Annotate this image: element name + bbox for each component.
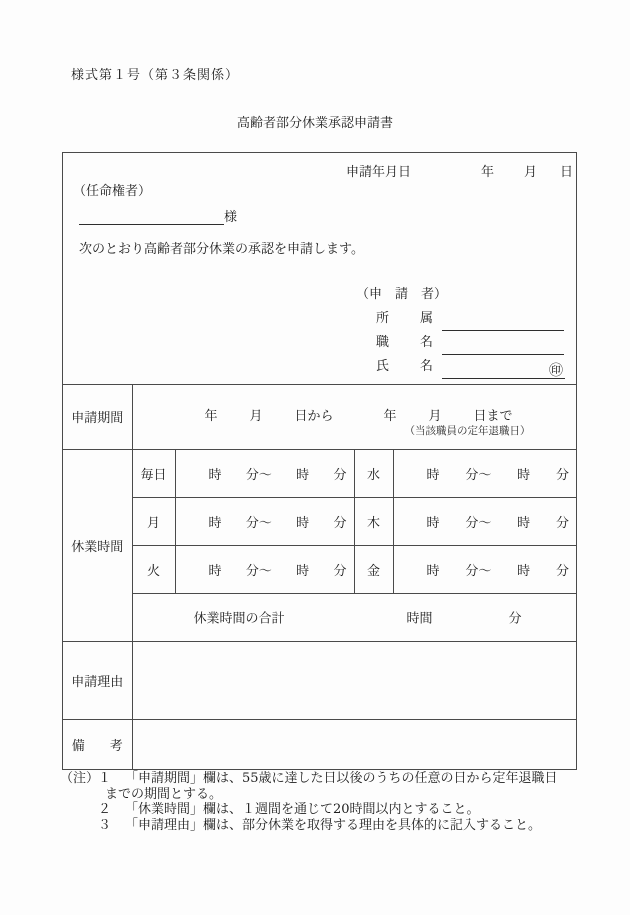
footnote-marker: （注） <box>60 771 100 786</box>
applicant-affiliation-row <box>356 307 565 331</box>
minute-to-label: 分 <box>333 467 347 483</box>
seal-mark-icon: ㊞ <box>549 363 564 379</box>
appointer-honorific: 様 <box>224 210 238 225</box>
time-cell-tuesday <box>175 545 354 593</box>
leave-hours-label: 休業時間 <box>71 539 124 555</box>
footnote-item <box>60 802 578 818</box>
appointer-line <box>79 206 237 225</box>
hour-from-label: 時 <box>208 563 222 579</box>
application-date-label: 申請年月日 <box>346 165 412 180</box>
total-minutes-label: 分 <box>508 611 522 627</box>
minute-from-label: 分～ <box>465 515 492 531</box>
reason-label: 申請理由 <box>71 674 124 690</box>
minute-from-label: 分～ <box>465 563 492 579</box>
remarks-value-cell <box>132 719 576 769</box>
minute-from-label: 分～ <box>465 467 492 483</box>
hour-to-label: 時 <box>517 515 531 531</box>
period-from-month-label: 月 <box>249 409 263 424</box>
period-label-cell <box>63 385 132 449</box>
period-value-cell <box>132 385 576 449</box>
period-to-month-label: 月 <box>428 409 442 424</box>
leave-hours-row-monday <box>63 497 576 545</box>
hour-to-label: 時 <box>296 563 310 579</box>
application-date-year-label: 年 <box>481 165 495 180</box>
appointer-label: （任命権者） <box>73 184 152 199</box>
application-date-month-label: 月 <box>524 165 538 180</box>
period-row <box>63 385 576 449</box>
affiliation-blank-line <box>442 313 564 331</box>
day-cell-everyday: 毎日 <box>132 449 175 497</box>
minute-to-label: 分 <box>555 515 569 531</box>
hour-to-label: 時 <box>296 467 310 483</box>
footnote-item <box>60 771 578 802</box>
footnote-number: ２ <box>98 802 112 817</box>
declaration-sentence: 次のとおり高齢者部分休業の承認を申請します。 <box>79 242 364 257</box>
name-blank-line <box>442 361 565 379</box>
footnote-text: 「申請理由」欄は、部分休業を取得する理由を具体的に記入すること。 <box>125 817 542 833</box>
minute-to-label: 分 <box>555 563 569 579</box>
footnote-number: ３ <box>98 817 112 833</box>
page-title: 高齢者部分休業承認申請書 <box>236 116 393 131</box>
applicant-block <box>356 283 565 379</box>
hour-to-label: 時 <box>296 515 310 531</box>
leave-hours-row-tuesday <box>63 545 576 593</box>
form-number: 様式第１号（第３条関係） <box>71 68 240 83</box>
footnotes <box>60 771 578 833</box>
remarks-row <box>63 719 576 769</box>
period-to-year-label: 年 <box>383 409 397 424</box>
leave-hours-row-everyday <box>63 449 576 497</box>
minute-to-label: 分 <box>555 467 569 483</box>
minute-from-label: 分～ <box>245 467 272 483</box>
time-cell-thursday <box>393 497 576 545</box>
footnote-number: １ <box>98 771 112 786</box>
hour-from-label: 時 <box>426 563 440 579</box>
day-cell-friday: 金 <box>354 545 393 593</box>
period-from-year-label: 年 <box>204 409 218 424</box>
day-cell-monday: 月 <box>132 497 175 545</box>
hour-from-label: 時 <box>208 467 222 483</box>
reason-value-cell <box>132 641 576 719</box>
period-from-day-label: 日から <box>294 409 334 424</box>
leave-hours-total-cell <box>132 593 576 641</box>
hour-to-label: 時 <box>517 563 531 579</box>
retirement-date-note: （当該職員の定年退職日） <box>404 425 531 437</box>
minute-from-label: 分～ <box>245 515 272 531</box>
applicant-name-row <box>356 355 565 379</box>
hour-to-label: 時 <box>517 467 531 483</box>
remarks-label-cell <box>63 719 132 769</box>
minute-from-label: 分～ <box>245 563 272 579</box>
position-label: 職 名 <box>376 335 443 350</box>
footnote-text: 「申請期間」欄は、55歳に達した日以後のうちの任意の日から定年退職日までの期間とする。 <box>105 771 558 802</box>
position-blank-line <box>442 337 564 355</box>
time-cell-friday <box>393 545 576 593</box>
hour-from-label: 時 <box>426 515 440 531</box>
applicant-position-row <box>356 331 565 355</box>
footnote-item <box>60 818 578 834</box>
application-date-day-label: 日 <box>560 165 574 180</box>
time-cell-monday <box>175 497 354 545</box>
minute-to-label: 分 <box>333 515 347 531</box>
application-form-box <box>62 152 577 770</box>
application-table <box>63 385 576 769</box>
day-cell-wednesday: 水 <box>354 449 393 497</box>
total-label: 休業時間の合計 <box>193 611 285 627</box>
remarks-label: 備 考 <box>71 738 129 754</box>
name-label: 氏 名 <box>376 359 443 374</box>
day-cell-thursday: 木 <box>354 497 393 545</box>
reason-row <box>63 641 576 719</box>
reason-label-cell <box>63 641 132 719</box>
period-to-day-label: 日まで <box>473 409 513 424</box>
total-hours-label: 時間 <box>406 611 433 627</box>
day-cell-tuesday: 火 <box>132 545 175 593</box>
form-header-section <box>63 153 576 385</box>
leave-hours-total-row <box>63 593 576 641</box>
period-label: 申請期間 <box>71 411 124 427</box>
footnote-text: 「休業時間」欄は、１週間を通じて20時間以内とすること。 <box>125 802 480 817</box>
minute-to-label: 分 <box>333 563 347 579</box>
time-cell-wednesday <box>393 449 576 497</box>
applicant-title: （申 請 者） <box>356 287 448 302</box>
leave-hours-label-cell <box>63 449 132 641</box>
appointer-blank-line <box>79 207 224 225</box>
affiliation-label: 所 属 <box>376 311 443 326</box>
hour-from-label: 時 <box>426 467 440 483</box>
time-cell-everyday <box>175 449 354 497</box>
hour-from-label: 時 <box>208 515 222 531</box>
